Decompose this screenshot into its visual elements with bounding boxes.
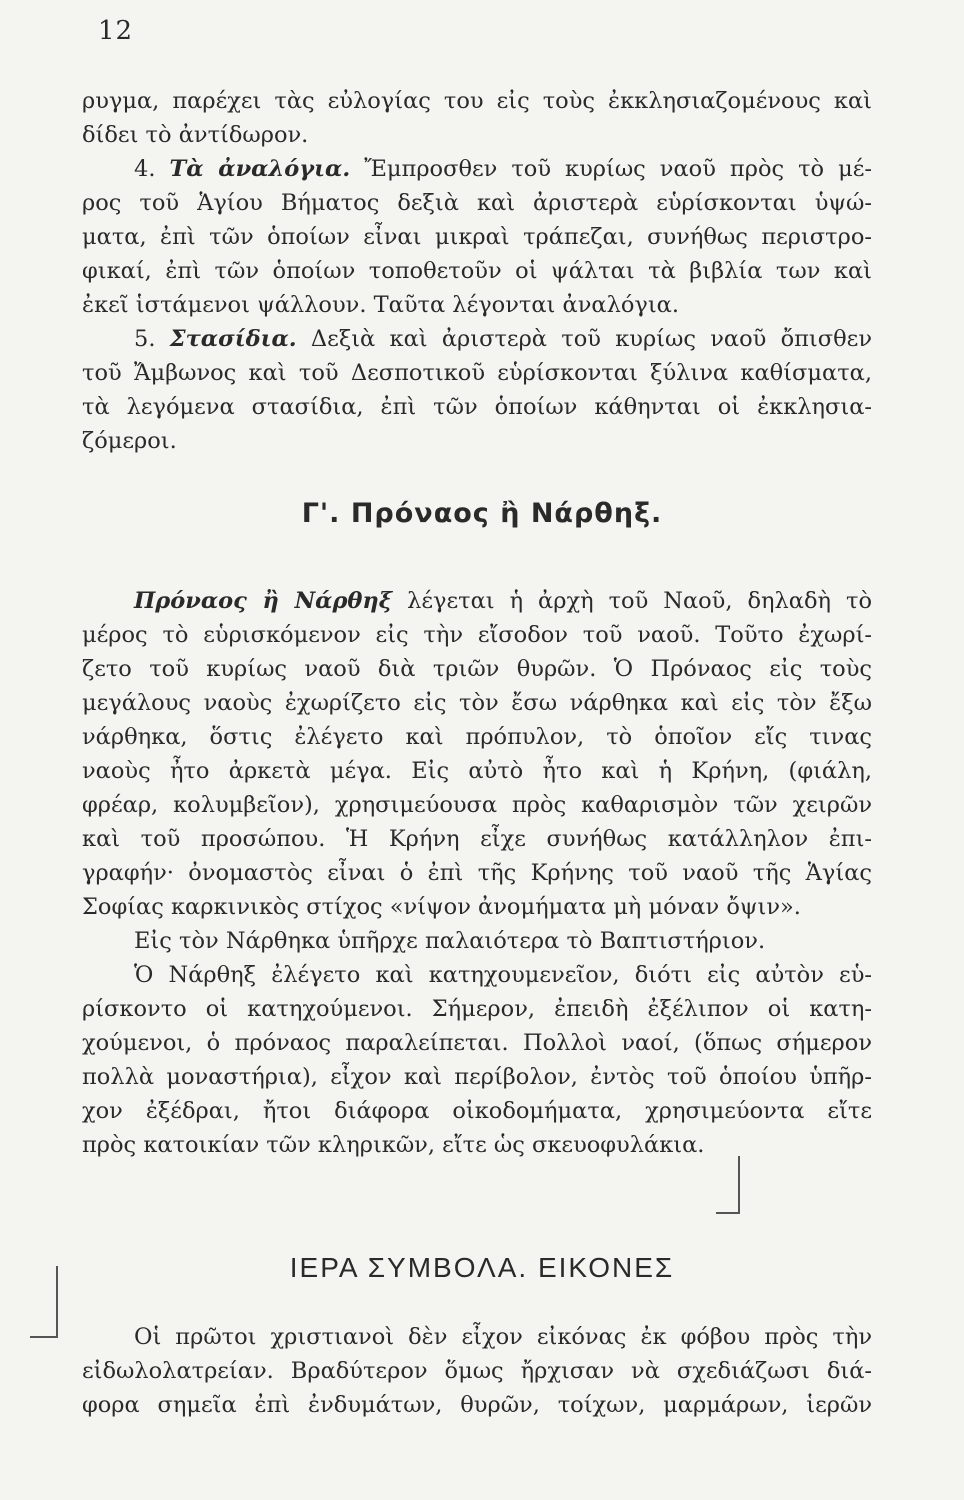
section-heading-pronaos: Γ'. Πρόναος ἢ Νάρθηξ. bbox=[301, 498, 663, 529]
item-5-number: 5. bbox=[134, 326, 156, 352]
item-4-number: 4. bbox=[134, 156, 156, 182]
text-line: ματα, ἐπὶ τῶν ὁποίων εἶναι μικραὶ τράπεζαι, συνήθως περιστρο- bbox=[82, 224, 872, 250]
text-line: ζετο τοῦ κυρίως ναοῦ διὰ τριῶν θυρῶν. Ὁ Πρόναος εἰς τοὺς bbox=[82, 656, 872, 682]
text-line: χούμενοι, ὁ πρόναος παραλείπεται. Πολλοὶ ναοί, (ὅπως σήμερον bbox=[82, 1030, 872, 1056]
pen-mark bbox=[716, 1212, 738, 1216]
pen-mark bbox=[30, 1336, 56, 1340]
text-line: φρέαρ, κολυμβεῖον), χρησιμεύουσα πρὸς καθαρισμὸν τῶν χειρῶν bbox=[82, 792, 872, 818]
text-line: Σοφίας καρκινικὸς στίχος «νίψον ἀνομήματα μὴ μόναν ὄψιν». bbox=[82, 894, 801, 920]
text-line: δίδει τὸ ἀντίδωρον. bbox=[82, 122, 309, 148]
text-line: καὶ τοῦ προσώπου. Ἡ Κρήνη εἶχε συνήθως κατάλληλον ἐπι- bbox=[82, 826, 872, 852]
item-5-first-line bbox=[82, 322, 872, 356]
text-line: εἰδωλολατρείαν. Βραδύτερον ὅμως ἤρχισαν νὰ σχεδιάζωσι διά- bbox=[82, 1358, 872, 1384]
section-heading-symbols: ΙΕΡΑ ΣΥΜΒΟΛΑ. ΕΙΚΟΝΕΣ bbox=[289, 1252, 675, 1283]
text-line: γραφήν· ὀνομαστὸς εἶναι ὁ ἐπὶ τῆς Κρήνης τοῦ ναοῦ τῆς Ἁγίας bbox=[82, 860, 872, 886]
text-line: χον ἐξέδραι, ἤτοι διάφορα οἰκοδομήματα, χρησιμεύοντα εἴτε bbox=[82, 1098, 872, 1124]
text-line: φορα σημεῖα ἐπὶ ἐνδυμάτων, θυρῶν, τοίχων, μαρμάρων, ἱερῶν bbox=[82, 1392, 872, 1418]
pronaos-first-text: λέγεται ἡ ἀρχὴ τοῦ Ναοῦ, δηλαδὴ τὸ bbox=[407, 588, 872, 614]
text-line: ρυγμα, παρέχει τὰς εὐλογίας του εἰς τοὺς ἐκκλησιαζομένους καὶ bbox=[82, 88, 872, 114]
text-line: ζόμεροι. bbox=[82, 428, 177, 454]
pronaos-term: Πρόναος ἢ Νάρθηξ bbox=[134, 588, 393, 614]
pronaos-first-line bbox=[82, 584, 872, 618]
text-block-pronaos bbox=[82, 584, 872, 1162]
text-block-symbols bbox=[82, 1320, 872, 1422]
pen-mark bbox=[36, 1266, 58, 1338]
text-line: φικαί, ἐπὶ τῶν ὁποίων τοποθετοῦν οἱ ψάλται τὰ βιβλία των καὶ bbox=[82, 258, 872, 284]
text-line: ἐκεῖ ἱστάμενοι ψάλλουν. Ταῦτα λέγονται ἀναλόγια. bbox=[82, 292, 679, 318]
item-4-first-text: Ἔμπροσθεν τοῦ κυρίως ναοῦ πρὸς τὸ μέ- bbox=[364, 156, 872, 182]
text-line: μέρος τὸ εὑρισκόμενον εἰς τὴν εἴσοδον τοῦ ναοῦ. Τοῦτο ἐχωρί- bbox=[82, 622, 872, 648]
text-line: πολλὰ μοναστήρια), εἶχον καὶ περίβολον, ἐντὸς τοῦ ὁποίου ὑπῆρ- bbox=[82, 1064, 872, 1090]
text-line: νάρθηκα, ὅστις ἐλέγετο καὶ πρόπυλον, τὸ ὁποῖον εἴς τινας bbox=[82, 724, 872, 750]
text-line: Οἱ πρῶτοι χριστιανοὶ δὲν εἶχον εἰκόνας ἐκ φόβου πρὸς τὴν bbox=[134, 1324, 872, 1350]
text-line: ρίσκοντο οἱ κατηχούμενοι. Σήμερον, ἐπειδὴ ἐξέλιπον οἱ κατη- bbox=[82, 996, 872, 1022]
text-block-top bbox=[82, 84, 872, 458]
pen-mark bbox=[728, 1156, 740, 1214]
text-line: τοῦ Ἄμβωνος καὶ τοῦ Δεσποτικοῦ εὑρίσκονται ξύλινα καθίσματα, bbox=[82, 360, 872, 386]
item-5-first-text: Δεξιὰ καὶ ἀριστερὰ τοῦ κυρίως ναοῦ ὄπισθεν bbox=[310, 326, 872, 352]
text-line: ρος τοῦ Ἁγίου Βήματος δεξιὰ καὶ ἀριστερὰ εὑρίσκονται ὑψώ- bbox=[82, 190, 872, 216]
text-line: μεγάλους ναοὺς ἐχωρίζετο εἰς τὸν ἔσω νάρθηκα καὶ εἰς τὸν ἔξω bbox=[82, 690, 872, 716]
text-line: ναοὺς ἦτο ἀρκετὰ μέγα. Εἰς αὐτὸ ἦτο καὶ ἡ Κρήνη, (φιάλη, bbox=[82, 758, 872, 784]
text-line: Ὁ Νάρθηξ ἐλέγετο καὶ κατηχουμενεῖον, διότι εἰς αὐτὸν εὑ- bbox=[134, 962, 872, 988]
item-5-title: Στασίδια. bbox=[169, 326, 297, 352]
item-4-title: Τὰ ἀναλόγια. bbox=[169, 156, 351, 182]
text-line: πρὸς κατοικίαν τῶν κληρικῶν, εἴτε ὡς σκευοφυλάκια. bbox=[82, 1132, 705, 1158]
item-4-first-line bbox=[82, 152, 872, 186]
page-number: 12 bbox=[98, 16, 134, 46]
text-line: τὰ λεγόμενα στασίδια, ἐπὶ τῶν ὁποίων κάθηνται οἱ ἐκκλησια- bbox=[82, 394, 872, 420]
text-line: Εἰς τὸν Νάρθηκα ὑπῆρχε παλαιότερα τὸ Βαπτιστήριον. bbox=[134, 928, 766, 954]
